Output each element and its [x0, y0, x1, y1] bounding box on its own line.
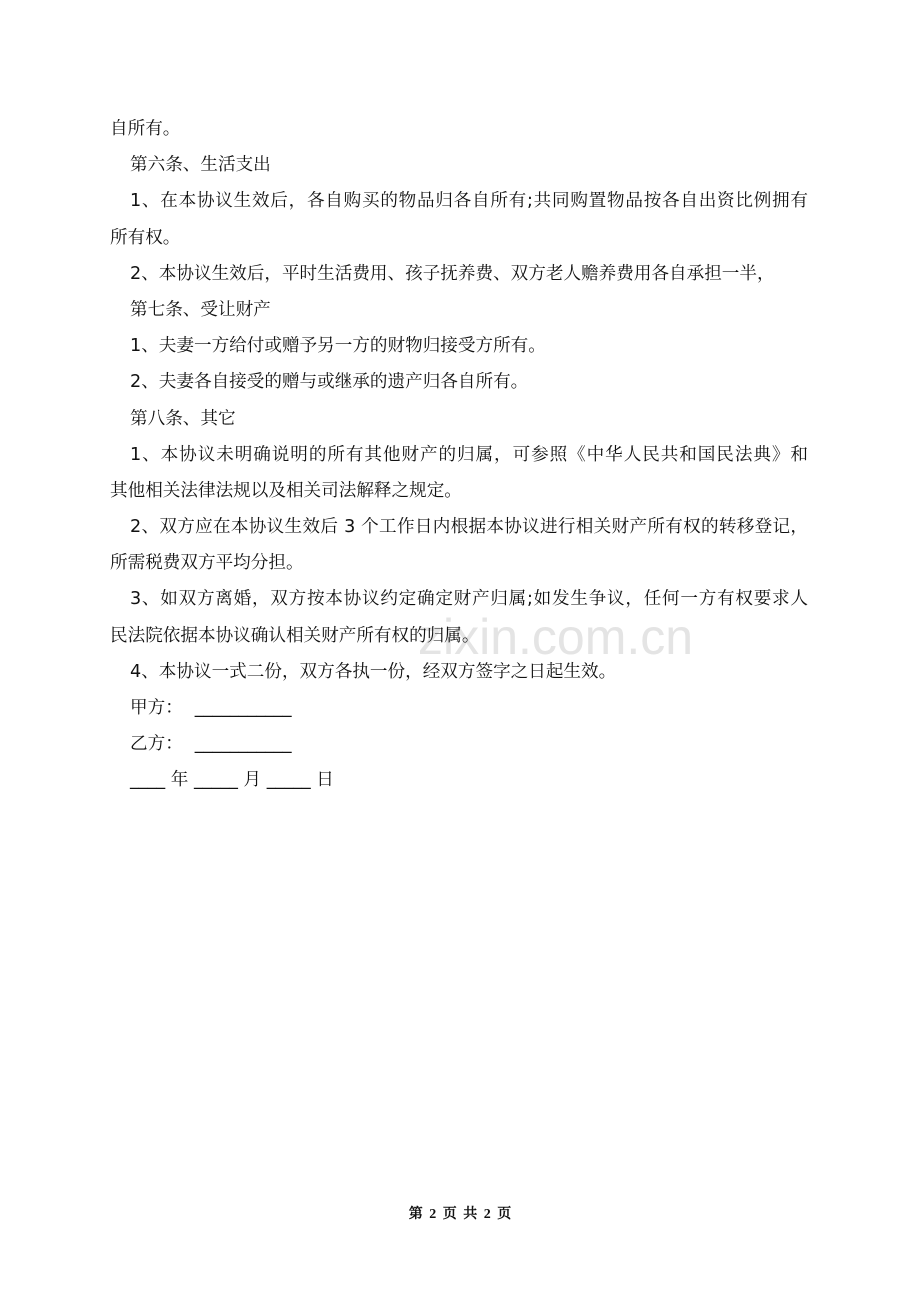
article-6-clause-2-line-1: 2、本协议生效后，平时生活费用、孩子抚养费、双方老人赡养费用各自承担一半， [130, 263, 775, 284]
signature-party-a [110, 690, 808, 726]
article-6-clause-1-line-1: 1、在本协议生效后，各自购买的物品归各自所有;共同购置物品按各自出资比例拥有 [130, 191, 808, 212]
article-7-clause-2-line-1: 2、夫妻各自接受的赠与或继承的遗产归各自所有。 [130, 372, 529, 393]
page-indicator: 第 2 页 共 2 页 [408, 1207, 512, 1222]
article-8-clause-3-line-1: 3、如双方离婚，双方按本协议约定确定财产归属;如发生争议，任何一方有权要求人 [130, 589, 808, 610]
signature-party-a-blank: ___________ [194, 698, 292, 718]
article-8-clause-4-line-1: 4、本协议一式二份，双方各执一份，经双方签字之日起生效。 [130, 661, 617, 682]
article-6-heading: 第六条、生活支出 [130, 155, 271, 176]
document-body [110, 111, 808, 799]
watermark: zixin.com.cn [418, 609, 694, 665]
article-8-clause-3-line-2: 民法院依据本协议确认相关财产所有权的归属。 [110, 625, 480, 646]
article-8-clause-1-line-1: 1、本协议未明确说明的所有其他财产的归属，可参照《中华人民共和国民法典》和 [130, 444, 808, 465]
carryover-line: 自所有。 [110, 119, 181, 139]
article-8-clause-2-line-2: 所需税费双方平均分担。 [110, 553, 304, 574]
signature-party-b [110, 726, 808, 762]
signature-party-b-blank: ___________ [194, 734, 292, 755]
signature-party-b-label: 乙方： [130, 734, 183, 755]
article-8-clause-2-line-1: 2、双方应在本协议生效后 3 个工作日内根据本协议进行相关财产所有权的转移登记， [130, 517, 808, 538]
page-footer [0, 1205, 920, 1225]
article-7-heading: 第七条、受让财产 [130, 299, 271, 320]
article-7-clause-1-line-1: 1、夫妻一方给付或赠予另一方的财物归接受方所有。 [130, 336, 546, 357]
signature-party-a-label: 甲方： [130, 698, 183, 718]
article-8-heading: 第八条、其它 [130, 408, 236, 429]
date-line: ____ 年 _____ 月 _____ 日 [130, 770, 334, 791]
article-6-clause-1-line-2: 所有权。 [110, 227, 181, 248]
article-8-clause-1-line-2: 其他相关法律法规以及相关司法解释之规定。 [110, 480, 462, 501]
